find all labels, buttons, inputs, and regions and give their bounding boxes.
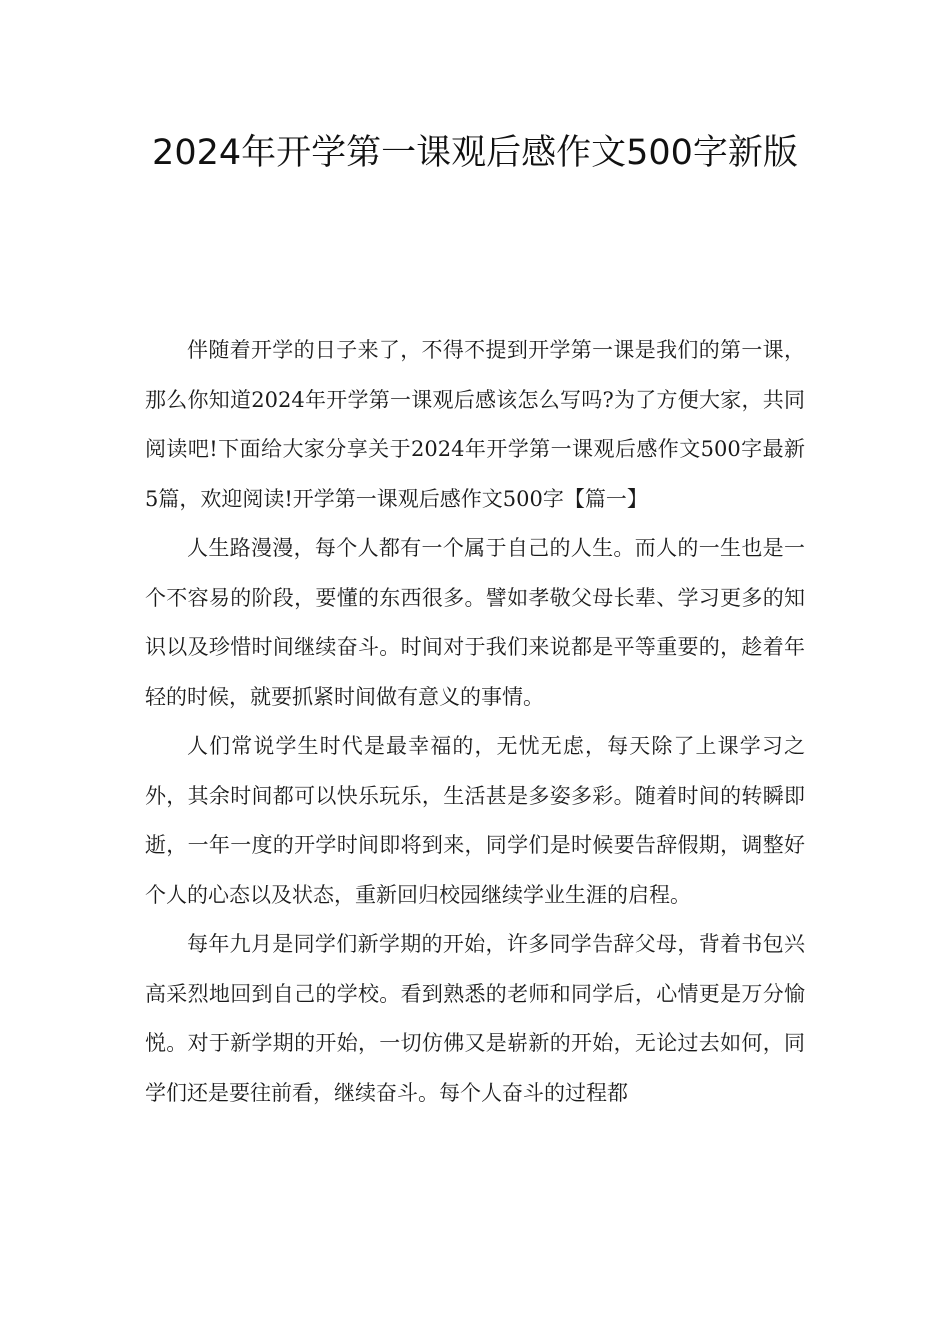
paragraph-student-times: 人们常说学生时代是最幸福的，无忧无虑，每天除了上课学习之外，其余时间都可以快乐玩乐，生活甚是多姿多彩。随着时间的转瞬即逝，一年一度的开学时间即将到来，同学们是时候要告辞假期，调整好个人的心态以及状态，重新回归校园继续学业生涯的启程。: [145, 734, 805, 907]
document-title: 2024年开学第一课观后感作文500字新版: [152, 133, 798, 173]
document-body: [145, 326, 805, 1118]
paragraph-september: 每年九月是同学们新学期的开始，许多同学告辞父母，背着书包兴高采烈地回到自己的学校。看到熟悉的老师和同学后，心情更是万分愉悦。对于新学期的开始，一切仿佛又是崭新的开始，无论过去如何，同学们还是要往前看，继续奋斗。每个人奋斗的过程都: [145, 932, 805, 1105]
paragraph-life: 人生路漫漫，每个人都有一个属于自己的人生。而人的一生也是一个不容易的阶段，要懂的东西很多。譬如孝敬父母长辈、学习更多的知识以及珍惜时间继续奋斗。时间对于我们来说都是平等重要的，趁着年轻的时候，就要抓紧时间做有意义的事情。: [145, 536, 805, 709]
paragraph-intro: 伴随着开学的日子来了，不得不提到开学第一课是我们的第一课，那么你知道2024年开学第一课观后感该怎么写吗?为了方便大家，共同阅读吧!下面给大家分享关于2024年开学第一课观后感作文500字最新5篇，欢迎阅读!开学第一课观后感作文500字【篇一】: [145, 338, 805, 511]
